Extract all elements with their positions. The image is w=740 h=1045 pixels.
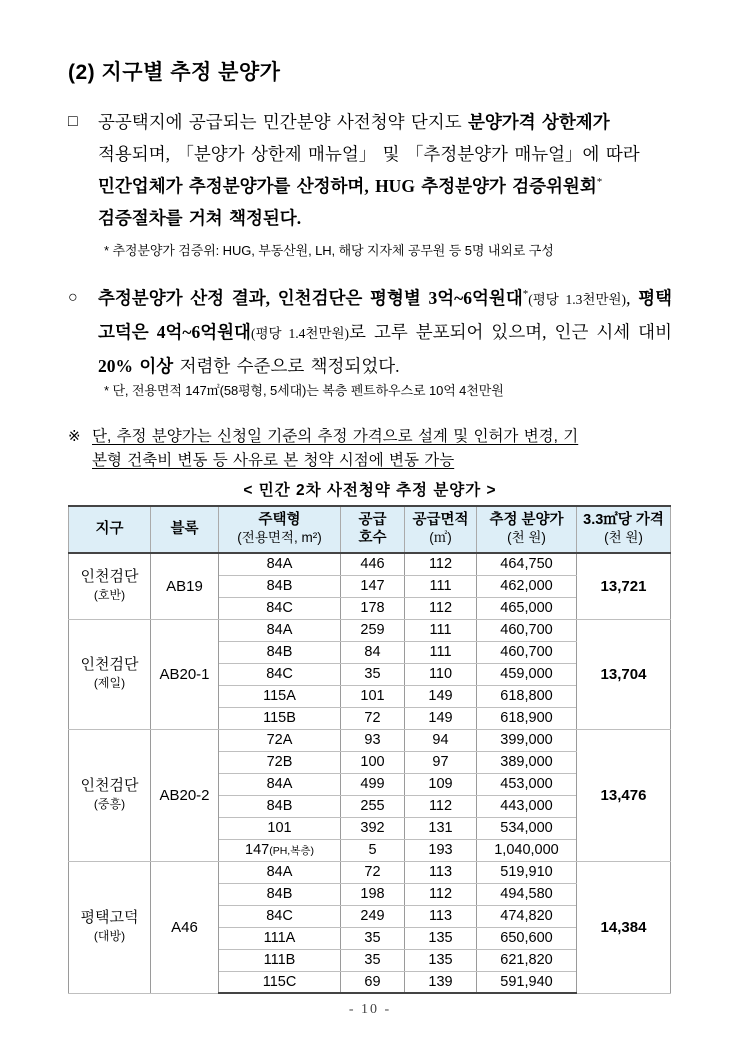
cell-supply-units: 446 [341,553,405,575]
cell-estimated-price: 460,700 [477,641,577,663]
cell-price-per-pyeong: 13,476 [577,729,671,861]
cell-housing-type: 84B [219,641,341,663]
cell-supply-units: 35 [341,949,405,971]
paragraph-1-text [98,106,672,234]
cell-estimated-price: 460,700 [477,619,577,641]
cell-housing-type: 72A [219,729,341,751]
cell-housing-type: 84C [219,905,341,927]
paragraph-block-2 [68,282,672,382]
cell-supply-units: 84 [341,641,405,663]
cell-supply-area: 112 [405,795,477,817]
cell-block: AB20-2 [151,729,219,861]
circle-bullet-icon: ○ [68,289,78,306]
cell-housing-type: 84A [219,619,341,641]
table-row [69,729,671,751]
cell-supply-area: 135 [405,949,477,971]
cell-estimated-price: 389,000 [477,751,577,773]
col-header-district [69,506,151,553]
paragraph-block-1 [68,106,672,234]
cell-supply-units: 72 [341,861,405,883]
col-header-housing-type [219,506,341,553]
col-header-housing-type-sub: (전용면적, m²) [237,530,322,545]
table-body [69,553,671,993]
cell-estimated-price: 519,910 [477,861,577,883]
table-row [69,861,671,883]
paragraph-2-text [98,282,672,382]
cell-housing-type: 84B [219,883,341,905]
footnote-penthouse: * 단, 전용면적 147㎡(58평형, 5세대)는 복층 펜트하우스로 10억 4천만원 [104,383,504,398]
p2-discount-rate: 20% 이상 [98,356,174,376]
cell-supply-area: 131 [405,817,477,839]
cell-supply-area: 111 [405,641,477,663]
p2-price-incheon: 3억~6억원대 [428,288,523,308]
cell-housing-type: 72B [219,751,341,773]
col-header-estimated-price-sub: (천 원) [507,530,546,545]
cell-price-per-pyeong: 13,704 [577,619,671,729]
district-builder: (호반) [93,588,126,603]
cell-estimated-price: 494,580 [477,883,577,905]
cell-supply-area: 109 [405,773,477,795]
cell-supply-area: 113 [405,861,477,883]
p2-seg7: 로 고루 분포되어 있으며, 인근 시세 대비 [349,322,672,342]
reference-mark-icon: ※ [68,428,81,445]
p2-incheon-per-pyeong: (평당 1.3천만원) [528,292,627,307]
cell-supply-units: 255 [341,795,405,817]
cell-estimated-price: 453,000 [477,773,577,795]
cell-district [69,861,151,993]
cell-district [69,553,151,619]
note-block [68,425,672,473]
cell-supply-area: 111 [405,575,477,597]
table-caption: < 민간 2차 사전청약 추정 분양가 > [243,482,497,499]
cell-block: AB20-1 [151,619,219,729]
p1-asterisk-mark: * [596,176,603,189]
p1-line1-a: 공공택지에 공급되는 민간분양 사전청약 단지도 [98,112,468,132]
cell-supply-units: 35 [341,927,405,949]
district-builder: (중흥) [93,797,126,811]
table-header [69,506,671,553]
cell-housing-type: 101 [219,817,341,839]
cell-housing-type: 84B [219,795,341,817]
district-name: 인천검단 [80,656,139,673]
cell-supply-units: 93 [341,729,405,751]
cell-estimated-price: 621,820 [477,949,577,971]
col-header-district-main: 지구 [95,521,124,537]
cell-supply-area: 97 [405,751,477,773]
p2-seg1: 추정분양가 산정 결과, 인천검단은 평형별 [98,288,429,308]
cell-estimated-price: 459,000 [477,663,577,685]
footnote-verification-committee: * 추정분양가 검증위: HUG, 부동산원, LH, 해당 지자체 공무원 등 5명 내외로 구성 [104,243,554,258]
district-builder: (대방) [93,929,126,943]
cell-estimated-price: 462,000 [477,575,577,597]
district-builder: (제일) [93,676,126,690]
page-title: (2) 지구별 추정 분양가 [68,61,281,84]
cell-estimated-price: 591,940 [477,971,577,993]
col-header-block [151,506,219,553]
cell-supply-units: 198 [341,883,405,905]
cell-supply-units: 101 [341,685,405,707]
cell-supply-area: 149 [405,707,477,729]
table-row [69,553,671,575]
cell-price-per-pyeong: 13,721 [577,553,671,619]
cell-estimated-price: 1,040,000 [477,839,577,861]
cell-supply-units: 259 [341,619,405,641]
cell-supply-area: 110 [405,663,477,685]
cell-estimated-price: 399,000 [477,729,577,751]
cell-estimated-price: 443,000 [477,795,577,817]
p1-line3: 민간업체가 추정분양가를 산정하며, HUG 추정분양가 검증위원회 [98,176,597,196]
cell-supply-area: 112 [405,553,477,575]
cell-estimated-price: 465,000 [477,597,577,619]
cell-supply-units: 100 [341,751,405,773]
cell-supply-units: 499 [341,773,405,795]
cell-estimated-price: 474,820 [477,905,577,927]
cell-district [69,619,151,729]
cell-supply-area: 112 [405,597,477,619]
col-header-supply-area-main: 공급면적 [412,512,469,528]
cell-estimated-price: 650,600 [477,927,577,949]
cell-district [69,729,151,861]
table-header-row [69,506,671,553]
col-header-estimated-price [477,506,577,553]
cell-price-per-pyeong: 14,384 [577,861,671,993]
cell-estimated-price: 618,900 [477,707,577,729]
cell-estimated-price: 534,000 [477,817,577,839]
cell-supply-area: 139 [405,971,477,993]
col-header-supply-units-main: 공급 [358,512,387,528]
district-name: 평택고덕 [80,909,139,926]
p1-line1-b: 분양가격 상한제가 [467,112,610,132]
col-header-price-per-pyeong [577,506,671,553]
col-header-price-per-pyeong-main: 3.3㎡당 가격 [583,512,664,528]
cell-housing-type: 84C [219,597,341,619]
p2-seg4: , [626,288,639,308]
cell-supply-area: 193 [405,839,477,861]
cell-supply-area: 94 [405,729,477,751]
cell-housing-type: 115A [219,685,341,707]
cell-housing-type: 111A [219,927,341,949]
page-number: - 10 - [348,1002,392,1017]
cell-supply-area: 149 [405,685,477,707]
cell-supply-units: 249 [341,905,405,927]
cell-supply-units: 392 [341,817,405,839]
p1-line2: 적용되며, 「분양가 상한제 매뉴얼」 및 「추정분양가 매뉴얼」에 따라 [98,144,640,164]
note-line-2: 본형 건축비 변동 등 사유로 본 청약 시점에 변동 가능 [92,452,455,469]
cell-supply-units: 5 [341,839,405,861]
col-header-estimated-price-main: 추정 분양가 [489,512,564,528]
cell-housing-type: 84B [219,575,341,597]
cell-housing-type: 115B [219,707,341,729]
estimated-price-table [68,505,671,994]
cell-housing-type: 115C [219,971,341,993]
table-row [69,619,671,641]
square-bullet-icon: □ [68,113,78,130]
col-header-supply-units-sub: 호수 [358,530,387,546]
cell-housing-type: 111B [219,949,341,971]
col-header-supply-area [405,506,477,553]
cell-housing-type: 84C [219,663,341,685]
col-header-supply-units [341,506,405,553]
col-header-block-main: 블록 [170,521,199,537]
district-name: 인천검단 [80,568,139,586]
cell-supply-units: 178 [341,597,405,619]
cell-estimated-price: 618,800 [477,685,577,707]
p2-asterisk-mark: * [522,288,529,301]
cell-supply-area: 112 [405,883,477,905]
cell-supply-units: 35 [341,663,405,685]
note-text [92,425,672,473]
note-line-1: 단, 추정 분양가는 신청일 기준의 추정 가격으로 설계 및 인허가 변경, 기 [92,428,579,445]
p2-price-pyeongtaek: 평택고덕은 4억~6억원대 [98,288,672,342]
p1-line4: 검증절차를 거쳐 책정된다. [98,208,302,228]
housing-type-note: (PH,복층) [269,845,314,857]
cell-housing-type: 84A [219,553,341,575]
district-name: 인천검단 [80,777,139,794]
cell-housing-type: 84A [219,773,341,795]
cell-estimated-price: 464,750 [477,553,577,575]
cell-block: AB19 [151,553,219,619]
col-header-price-per-pyeong-sub: (천 원) [604,530,643,545]
col-header-housing-type-main: 주택형 [258,512,301,528]
cell-block: A46 [151,861,219,993]
cell-supply-units: 69 [341,971,405,993]
cell-supply-area: 135 [405,927,477,949]
p2-seg9: 저렴한 수준으로 책정되었다. [173,356,400,376]
cell-supply-area: 111 [405,619,477,641]
cell-supply-units: 147 [341,575,405,597]
col-header-supply-area-sub: (㎡) [429,530,452,545]
cell-housing-type: 147(PH,복층) [219,839,341,861]
cell-supply-units: 72 [341,707,405,729]
p2-pyeongtaek-per-pyeong: (평당 1.4천만원) [250,326,350,341]
cell-supply-area: 113 [405,905,477,927]
cell-housing-type: 84A [219,861,341,883]
